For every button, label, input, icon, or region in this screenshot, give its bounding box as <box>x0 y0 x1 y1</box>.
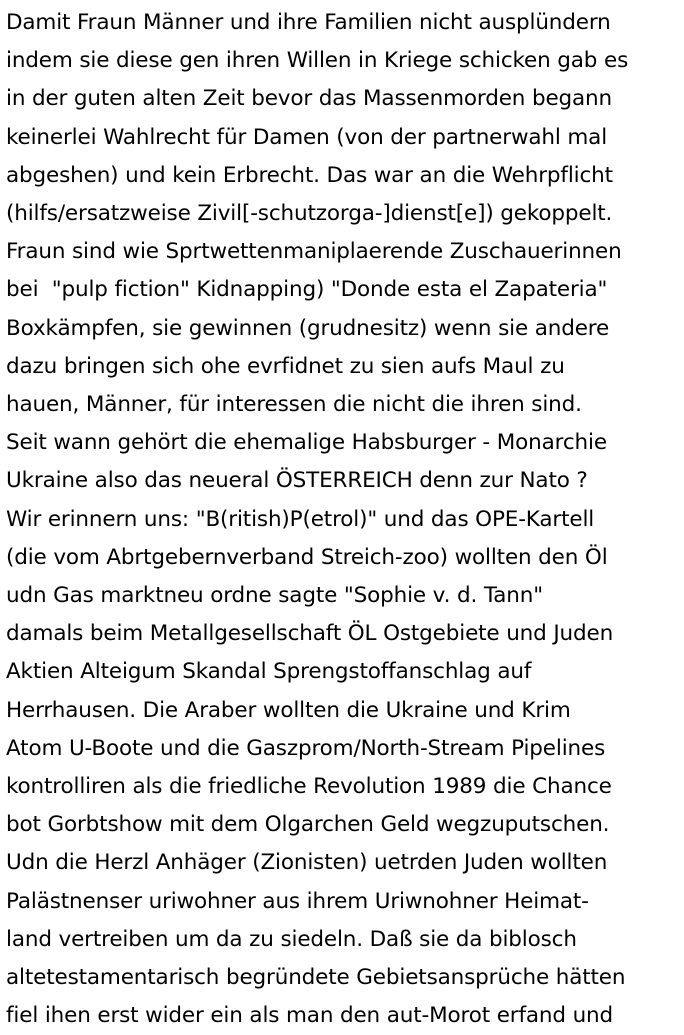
text-line: bei "pulp fiction" Kidnapping) "Donde esta el Zapateria" <box>6 277 608 303</box>
text-line: udn Gas marktneu ordne sagte "Sophie v. d. Tann" <box>6 583 543 609</box>
text-line: dazu bringen sich ohe evrfidnet zu sien aufs Maul zu <box>6 353 565 379</box>
text-line: fiel ihen erst wider ein als man den aut-Morot erfand und <box>6 1003 614 1029</box>
text-line: (hilfs/ersatzweise Zivil[-schutzorga-]dienst[e]) gekoppelt. <box>6 201 613 227</box>
text-line: Udn die Herzl Anhäger (Zionisten) uetrden Juden wollten <box>6 850 608 876</box>
text-line: land vertreiben um da zu siedeln. Daß sie da biblosch <box>6 926 577 952</box>
text-line: Aktien Alteigum Skandal Sprengstoffanschlag auf <box>6 659 532 685</box>
text-line: bot Gorbtshow mit dem Olgarchen Geld wegzuputschen. <box>6 812 610 838</box>
text-line: Atom U-Boote und die Gaszprom/North-Stream Pipelines <box>6 735 606 761</box>
text-line: kontrolliren als die friedliche Revolution 1989 die Chance <box>6 774 612 800</box>
text-line: hauen, Männer, für interessen die nicht die ihren sind. <box>6 392 582 418</box>
text-line: Damit Fraun Männer und ihre Familien nicht ausplündern <box>6 10 611 35</box>
text-line: abgeshen) und kein Erbrecht. Das war an die Wehrpflicht <box>6 162 613 188</box>
text-line: Boxkämpfen, sie gewinnen (grudnesitz) wenn sie andere <box>6 315 610 341</box>
text-line: altetestamentarisch begründete Gebietsansprüche hätten <box>6 965 626 991</box>
text-line: Wir erinnern uns: "B(ritish)P(etrol)" und das OPE-Kartell <box>6 506 595 532</box>
text-line: Seit wann gehört die ehemalige Habsburger - Monarchie <box>6 430 607 456</box>
text-line: indem sie diese gen ihren Willen in Kriege schicken gab es <box>6 48 629 74</box>
text-line: damals beim Metallgesellschaft ÖL Ostgebiete und Juden <box>6 621 614 647</box>
text-line: Herrhausen. Die Araber wollten die Ukraine und Krim <box>6 697 571 723</box>
text-line: Palästnenser uriwohner aus ihrem Uriwnohner Heimat- <box>6 888 589 914</box>
text-line: Fraun sind wie Sprtwettenmaniplaerende Zuschauerinnen <box>6 239 622 265</box>
text-line: in der guten alten Zeit bevor das Massenmorden begann <box>6 86 612 112</box>
text-line: (die vom Abrtgebernverband Streich-zoo) wollten den Öl <box>6 544 608 570</box>
text-line: keinerlei Wahlrecht für Damen (von der partnerwahl mal <box>6 124 608 150</box>
text-line: Ukraine also das neueral ÖSTERREICH denn zur Nato ? <box>6 468 588 494</box>
